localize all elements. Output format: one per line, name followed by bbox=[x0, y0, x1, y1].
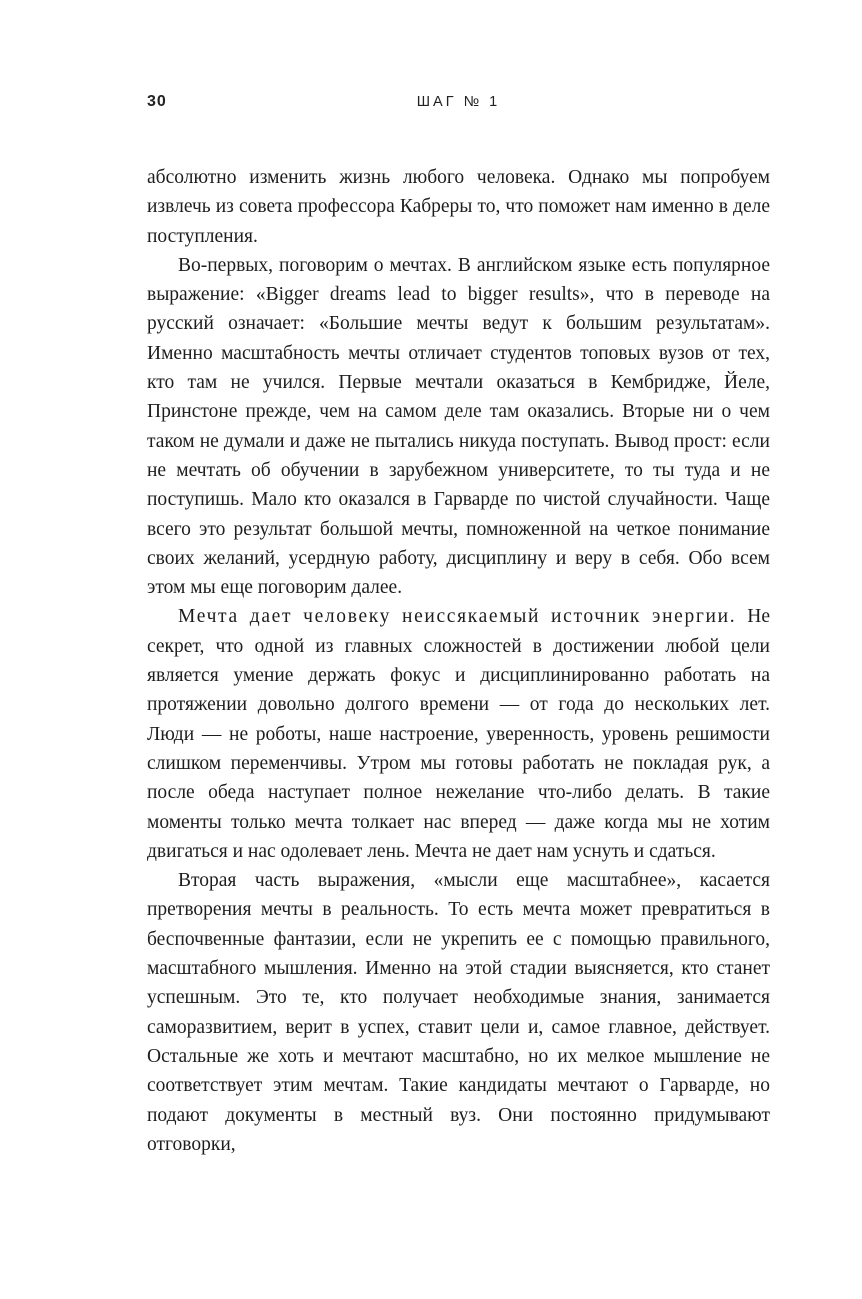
body-text bbox=[147, 163, 770, 1159]
page-header bbox=[147, 93, 770, 113]
page-number: 30 bbox=[147, 93, 167, 110]
paragraph: Мечта дает человеку неиссякаемый источник энергии. Не секрет, что одной из главных сложностей в достижении любой цели является умение держать фокус и дисциплинированно работать на протяжении довольно долгого времени — от года до нескольких лет. Люди — не роботы, наше настроение, уверенность, уровень решимости слишком переменчивы. Утром мы готовы работать не покладая рук, а после обеда наступает полное нежелание что-либо делать. В такие моменты только мечта толкает нас вперед — даже когда мы не хотим двигаться и нас одолевает лень. Мечта не дает нам уснуть и сдаться. bbox=[147, 606, 770, 862]
paragraph: Во-первых, поговорим о мечтах. В английском языке есть популярное выражение: «Bigger dreams lead to bigger results», что в переводе на русский означает: «Большие мечты ведут к большим результатам». Именно масштабность мечты отличает студентов топовых вузов от тех, кто там не учился. Первые мечтали оказаться в Кембридже, Йеле, Принстоне прежде, чем на самом деле там оказались. Вторые ни о чем таком не думали и даже не пытались никуда поступать. Вывод прост: если не мечтать об обучении в зарубежном университете, то ты туда и не поступишь. Мало кто оказался в Гарварде по чистой случайности. Чаще всего это результат большой мечты, помноженной на четкое понимание своих желаний, усердную работу, дисциплину и веру в себя. Обо всем этом мы еще поговорим далее. bbox=[147, 254, 770, 599]
emphasized-sentence: Мечта дает человеку неиссякаемый источник энергии. bbox=[178, 606, 748, 628]
paragraph: абсолютно изменить жизнь любого человека. Однако мы попробуем извлечь из совета профессора Кабреры то, что поможет нам именно в деле поступления. bbox=[147, 167, 770, 247]
running-header-title: ШАГ № 1 bbox=[416, 94, 501, 110]
paragraph: Вторая часть выражения, «мысли еще масштабнее», касается претворения мечты в реальность. То есть мечта может превратиться в беспочвенные фантазии, если не укрепить ее с помощью правильного, масштабного мышления. Именно на этой стадии выясняется, кто станет успешным. Это те, кто получает необходимые знания, занимается саморазвитием, верит в успех, ставит цели и, самое главное, действует. Остальные же хоть и мечтают масштабно, но их мелкое мышление не соответствует этим мечтам. Такие кандидаты мечтают о Гарварде, но подают документы в местный вуз. Они постоянно придумывают отговорки, bbox=[147, 870, 770, 1155]
